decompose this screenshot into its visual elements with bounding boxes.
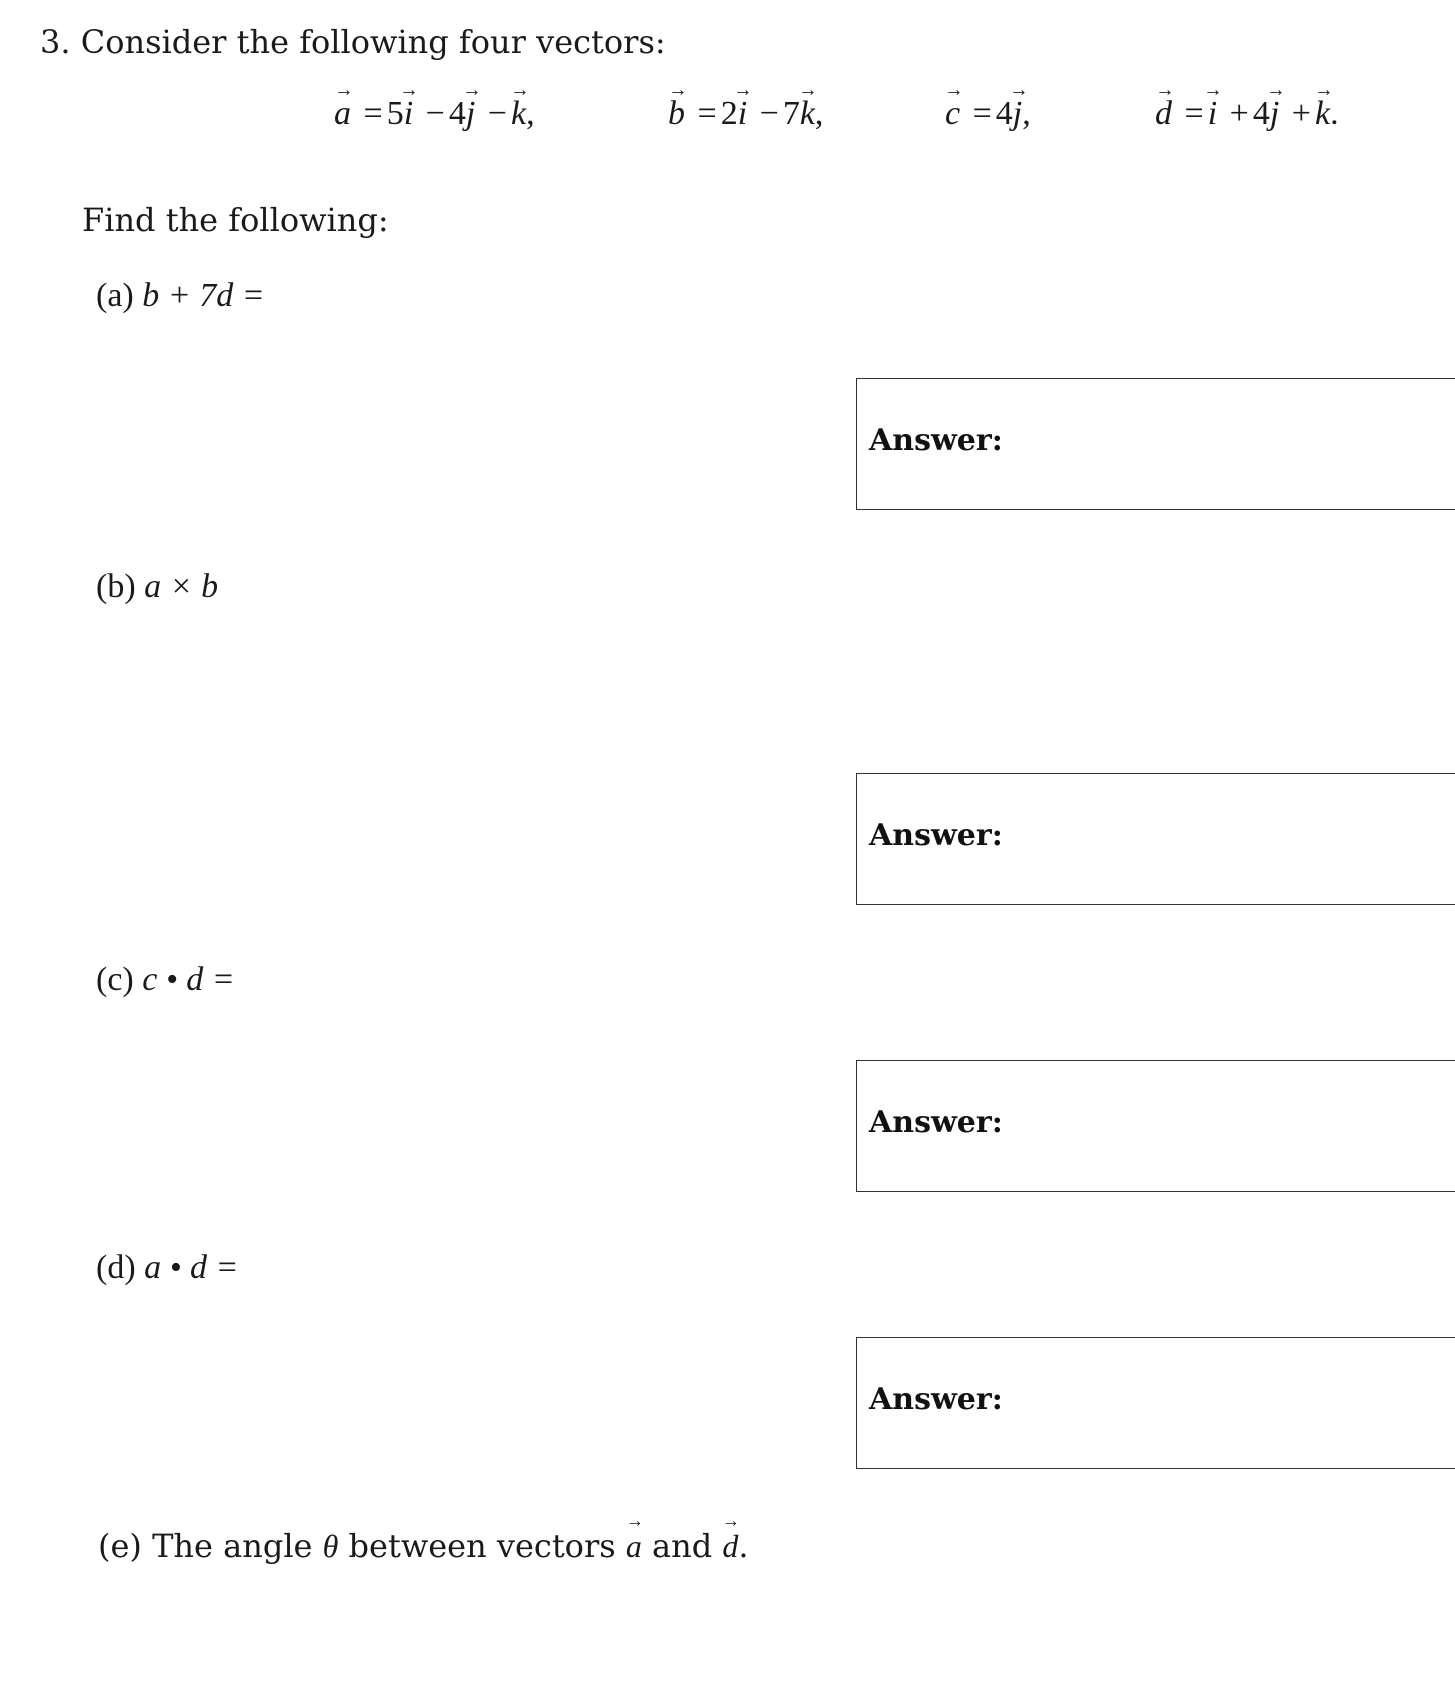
problem-intro: Consider the following four vectors: [80,23,666,61]
part-c [96,958,235,1002]
part-b [96,565,218,609]
vector-a-definition: → a = 5→ i − 4→ j −→ k, [334,92,535,136]
theta-symbol: θ [322,1528,339,1564]
vector-b-symbol: → b [668,92,685,136]
problem-header [40,22,666,62]
part-e: (e) The angle θ between vectors → a and → d. [98,1524,749,1568]
part-e-text-before: The angle [152,1527,313,1565]
vector-d-definition: → d =→ i + 4→ j +→ k. [1155,92,1339,136]
answer-box-b[interactable] [856,773,1455,905]
vector-c-symbol: → c [945,92,960,136]
part-a-label: (a) [96,277,134,314]
answer-box-d[interactable] [856,1337,1455,1469]
vector-c-definition: → c = 4→ j, [945,92,1031,136]
part-c-label: (c) [96,961,134,998]
part-e-vector-d: → d [722,1524,738,1568]
answer-label: Answer: [869,818,1003,853]
part-c-expression: c • d = [142,961,235,998]
part-d-label: (d) [96,1249,136,1286]
part-a-expression: b + 7d = [142,277,265,314]
part-e-vector-a: → a [626,1524,642,1568]
answer-label: Answer: [869,1382,1003,1417]
vector-b-definition: → b = 2→ i − 7→ k, [668,92,823,136]
part-e-label: (e) [98,1527,142,1565]
vector-a-symbol: → a [334,92,351,136]
part-e-and: and [652,1527,713,1565]
problem-number: 3. [40,23,71,61]
answer-label: Answer: [869,1105,1003,1140]
answer-box-a[interactable] [856,378,1455,510]
answer-box-c[interactable] [856,1060,1455,1192]
part-b-label: (b) [96,568,136,605]
answer-label: Answer: [869,423,1003,458]
find-heading: Find the following: [82,201,389,239]
part-d [96,1246,239,1290]
vector-d-symbol: → d [1155,92,1172,136]
part-d-expression: a • d = [144,1249,239,1286]
part-e-text-mid: between vectors [348,1527,616,1565]
part-a [96,274,265,318]
part-b-expression: a × b [144,568,219,605]
